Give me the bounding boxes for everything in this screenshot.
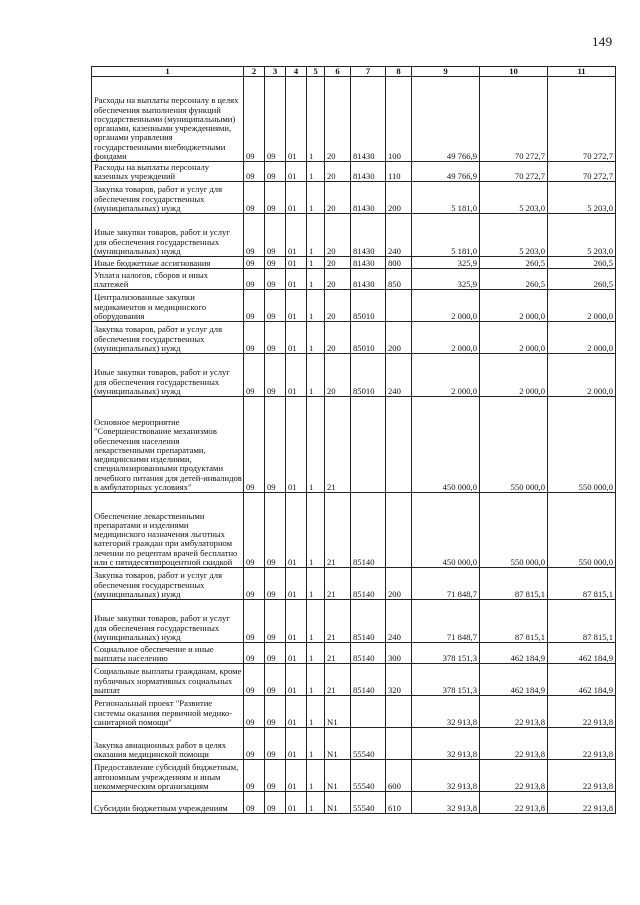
amount-cell: 32 913,8 <box>412 696 480 728</box>
code-cell: 20 <box>325 354 351 397</box>
row-name-cell: Уплата налогов, сборов и иных платежей <box>92 269 244 290</box>
code-cell: 81430 <box>351 182 386 214</box>
amount-cell: 87 815,1 <box>548 600 616 643</box>
code-cell: 09 <box>244 493 265 568</box>
code-cell: 1 <box>307 696 325 728</box>
amount-cell: 2 000,0 <box>548 290 616 322</box>
code-cell <box>351 397 386 493</box>
code-cell: 21 <box>325 397 351 493</box>
amount-cell: 450 000,0 <box>412 397 480 493</box>
amount-cell: 87 815,1 <box>480 568 548 600</box>
code-cell: 01 <box>286 664 307 696</box>
column-header: 10 <box>480 67 548 77</box>
code-cell: 1 <box>307 643 325 664</box>
row-name-cell: Иные закупки товаров, работ и услуг для обеспечения государственных (муниципальных) нужд <box>92 600 244 643</box>
code-cell: 1 <box>307 77 325 162</box>
code-cell: 1 <box>307 162 325 182</box>
header-row <box>92 67 616 77</box>
budget-table <box>91 66 616 814</box>
amount-cell: 462 184,9 <box>548 643 616 664</box>
code-cell: 200 <box>386 322 412 354</box>
code-cell: 09 <box>244 568 265 600</box>
code-cell: 100 <box>386 77 412 162</box>
table-row <box>92 792 616 814</box>
table-row <box>92 760 616 792</box>
amount-cell: 22 913,8 <box>480 760 548 792</box>
column-header: 8 <box>386 67 412 77</box>
code-cell: 09 <box>265 290 286 322</box>
table-row <box>92 493 616 568</box>
code-cell: 09 <box>244 322 265 354</box>
amount-cell: 260,5 <box>480 269 548 290</box>
row-name-cell: Иные закупки товаров, работ и услуг для обеспечения государственных (муниципальных) нужд <box>92 354 244 397</box>
code-cell: 09 <box>265 354 286 397</box>
amount-cell: 2 000,0 <box>480 290 548 322</box>
code-cell: 01 <box>286 397 307 493</box>
code-cell: 20 <box>325 162 351 182</box>
code-cell: N1 <box>325 792 351 814</box>
amount-cell: 462 184,9 <box>480 664 548 696</box>
code-cell <box>386 728 412 760</box>
row-name-cell: Обеспечение лекарственными препаратами и изделиями медицинского назначения льготных категорий граждан при амбулаторном лечении по рецептам врачей бесплатно или с пятидесятипроцентной скидкой <box>92 493 244 568</box>
code-cell: 1 <box>307 214 325 257</box>
code-cell: 1 <box>307 322 325 354</box>
row-name-cell: Региональный проект "Развитие системы оказания первичной медико-санитарной помощи" <box>92 696 244 728</box>
code-cell: 09 <box>244 760 265 792</box>
column-header: 7 <box>351 67 386 77</box>
amount-cell: 22 913,8 <box>548 760 616 792</box>
table-row <box>92 182 616 214</box>
amount-cell: 49 766,9 <box>412 162 480 182</box>
code-cell: 1 <box>307 728 325 760</box>
amount-cell: 22 913,8 <box>480 728 548 760</box>
code-cell: 1 <box>307 354 325 397</box>
row-name-cell: Закупка товаров, работ и услуг для обеспечения государственных (муниципальных) нужд <box>92 182 244 214</box>
code-cell: 320 <box>386 664 412 696</box>
table-row <box>92 728 616 760</box>
code-cell: N1 <box>325 728 351 760</box>
amount-cell: 87 815,1 <box>480 600 548 643</box>
code-cell: 01 <box>286 792 307 814</box>
table-row <box>92 696 616 728</box>
code-cell: 55540 <box>351 792 386 814</box>
row-name-cell: Субсидии бюджетным учреждениям <box>92 792 244 814</box>
amount-cell: 260,5 <box>548 269 616 290</box>
row-name-cell: Иные бюджетные ассигнования <box>92 257 244 269</box>
amount-cell: 550 000,0 <box>548 493 616 568</box>
code-cell: 20 <box>325 182 351 214</box>
code-cell: 09 <box>265 77 286 162</box>
amount-cell: 5 181,0 <box>412 182 480 214</box>
code-cell: 09 <box>265 322 286 354</box>
code-cell: 09 <box>244 792 265 814</box>
amount-cell: 450 000,0 <box>412 493 480 568</box>
column-header: 4 <box>286 67 307 77</box>
code-cell: 09 <box>265 600 286 643</box>
amount-cell: 5 203,0 <box>480 214 548 257</box>
amount-cell: 32 913,8 <box>412 792 480 814</box>
amount-cell: 260,5 <box>548 257 616 269</box>
amount-cell: 5 203,0 <box>548 214 616 257</box>
amount-cell: 378 151,3 <box>412 643 480 664</box>
code-cell: 1 <box>307 397 325 493</box>
code-cell: 09 <box>265 760 286 792</box>
amount-cell: 325,9 <box>412 269 480 290</box>
code-cell: 09 <box>244 728 265 760</box>
code-cell: 20 <box>325 77 351 162</box>
row-name-cell: Закупка товаров, работ и услуг для обеспечения государственных (муниципальных) нужд <box>92 568 244 600</box>
row-name-cell: Иные закупки товаров, работ и услуг для обеспечения государственных (муниципальных) нужд <box>92 214 244 257</box>
amount-cell: 71 848,7 <box>412 600 480 643</box>
code-cell: 09 <box>265 568 286 600</box>
code-cell: 09 <box>265 182 286 214</box>
amount-cell: 22 913,8 <box>548 728 616 760</box>
table-row <box>92 257 616 269</box>
amount-cell: 462 184,9 <box>548 664 616 696</box>
table-row <box>92 322 616 354</box>
amount-cell: 32 913,8 <box>412 728 480 760</box>
row-name-cell: Расходы на выплаты персоналу казенных учреждений <box>92 162 244 182</box>
page-number: 149 <box>592 34 613 49</box>
column-header: 1 <box>92 67 244 77</box>
code-cell: 1 <box>307 760 325 792</box>
amount-cell: 49 766,9 <box>412 77 480 162</box>
code-cell: 01 <box>286 493 307 568</box>
code-cell: 09 <box>265 162 286 182</box>
amount-cell: 22 913,8 <box>480 792 548 814</box>
code-cell: 21 <box>325 643 351 664</box>
code-cell: 09 <box>244 664 265 696</box>
amount-cell: 2 000,0 <box>412 322 480 354</box>
code-cell: 21 <box>325 568 351 600</box>
code-cell: 09 <box>265 397 286 493</box>
code-cell: 110 <box>386 162 412 182</box>
code-cell: 240 <box>386 214 412 257</box>
code-cell: 01 <box>286 214 307 257</box>
code-cell: 01 <box>286 600 307 643</box>
code-cell: 1 <box>307 493 325 568</box>
code-cell: 01 <box>286 322 307 354</box>
table-row <box>92 643 616 664</box>
code-cell <box>351 696 386 728</box>
code-cell: 09 <box>244 77 265 162</box>
table-row <box>92 568 616 600</box>
code-cell: 1 <box>307 290 325 322</box>
code-cell: 610 <box>386 792 412 814</box>
code-cell: 01 <box>286 162 307 182</box>
table-row <box>92 162 616 182</box>
code-cell: 01 <box>286 77 307 162</box>
code-cell: 300 <box>386 643 412 664</box>
column-header: 2 <box>244 67 265 77</box>
code-cell: 01 <box>286 643 307 664</box>
row-name-cell: Закупка товаров, работ и услуг для обеспечения государственных (муниципальных) нужд <box>92 322 244 354</box>
amount-cell: 550 000,0 <box>548 397 616 493</box>
table-row <box>92 290 616 322</box>
column-header: 9 <box>412 67 480 77</box>
code-cell: 81430 <box>351 257 386 269</box>
code-cell: 600 <box>386 760 412 792</box>
amount-cell: 2 000,0 <box>480 354 548 397</box>
code-cell: 20 <box>325 214 351 257</box>
code-cell: 850 <box>386 269 412 290</box>
code-cell: 09 <box>244 354 265 397</box>
row-name-cell: Расходы на выплаты персоналу в целях обеспечения выполнения функций государственными (муниципальными) органами, казенными учреждениями, органами управления государственными внебюджетными фондами <box>92 77 244 162</box>
code-cell: 01 <box>286 257 307 269</box>
amount-cell: 5 203,0 <box>548 182 616 214</box>
row-name-cell: Закупка авиационных работ в целях оказания медицинской помощи <box>92 728 244 760</box>
amount-cell: 462 184,9 <box>480 643 548 664</box>
code-cell: 09 <box>265 493 286 568</box>
code-cell: 240 <box>386 354 412 397</box>
table-row <box>92 397 616 493</box>
amount-cell: 2 000,0 <box>480 322 548 354</box>
amount-cell: 87 815,1 <box>548 568 616 600</box>
table-body <box>92 77 616 814</box>
code-cell: 01 <box>286 290 307 322</box>
code-cell: 21 <box>325 664 351 696</box>
code-cell: 200 <box>386 568 412 600</box>
code-cell: 20 <box>325 257 351 269</box>
column-header: 3 <box>265 67 286 77</box>
code-cell: 09 <box>265 257 286 269</box>
amount-cell: 325,9 <box>412 257 480 269</box>
table-row <box>92 214 616 257</box>
code-cell: 20 <box>325 290 351 322</box>
code-cell: 1 <box>307 664 325 696</box>
code-cell: 09 <box>244 696 265 728</box>
code-cell: 09 <box>265 269 286 290</box>
code-cell: 01 <box>286 182 307 214</box>
code-cell: 09 <box>244 162 265 182</box>
code-cell: 81430 <box>351 214 386 257</box>
code-cell: 09 <box>244 269 265 290</box>
code-cell: 09 <box>244 397 265 493</box>
code-cell: 85010 <box>351 322 386 354</box>
column-header: 5 <box>307 67 325 77</box>
code-cell: 85140 <box>351 600 386 643</box>
amount-cell: 2 000,0 <box>412 290 480 322</box>
table-row <box>92 600 616 643</box>
amount-cell: 70 272,7 <box>480 162 548 182</box>
code-cell: 01 <box>286 269 307 290</box>
code-cell: 21 <box>325 600 351 643</box>
amount-cell: 2 000,0 <box>548 322 616 354</box>
code-cell: 09 <box>265 792 286 814</box>
amount-cell: 70 272,7 <box>480 77 548 162</box>
row-name-cell: Социальные выплаты гражданам, кроме публичных нормативных социальных выплат <box>92 664 244 696</box>
amount-cell: 70 272,7 <box>548 162 616 182</box>
code-cell: 55540 <box>351 760 386 792</box>
code-cell: 85140 <box>351 643 386 664</box>
code-cell: 01 <box>286 760 307 792</box>
amount-cell: 378 151,3 <box>412 664 480 696</box>
code-cell: 81430 <box>351 162 386 182</box>
code-cell: 09 <box>265 696 286 728</box>
row-name-cell: Централизованные закупки медикаментов и медицинского оборудования <box>92 290 244 322</box>
code-cell: 200 <box>386 182 412 214</box>
code-cell: 55540 <box>351 728 386 760</box>
amount-cell: 70 272,7 <box>548 77 616 162</box>
code-cell: 1 <box>307 600 325 643</box>
code-cell: 09 <box>265 664 286 696</box>
code-cell: 09 <box>244 290 265 322</box>
code-cell: 09 <box>265 728 286 760</box>
code-cell: 1 <box>307 269 325 290</box>
amount-cell: 2 000,0 <box>548 354 616 397</box>
code-cell: 800 <box>386 257 412 269</box>
code-cell: 85140 <box>351 664 386 696</box>
code-cell: 85140 <box>351 568 386 600</box>
code-cell <box>386 493 412 568</box>
code-cell: 01 <box>286 568 307 600</box>
code-cell: N1 <box>325 696 351 728</box>
code-cell: 09 <box>265 643 286 664</box>
code-cell: 21 <box>325 493 351 568</box>
code-cell: 09 <box>244 214 265 257</box>
row-name-cell: Социальное обеспечение и иные выплаты населению <box>92 643 244 664</box>
amount-cell: 5 203,0 <box>480 182 548 214</box>
code-cell: 09 <box>244 600 265 643</box>
amount-cell: 260,5 <box>480 257 548 269</box>
amount-cell: 22 913,8 <box>548 792 616 814</box>
code-cell: 01 <box>286 354 307 397</box>
amount-cell: 22 913,8 <box>548 696 616 728</box>
table-row <box>92 269 616 290</box>
code-cell: 20 <box>325 269 351 290</box>
code-cell: 01 <box>286 696 307 728</box>
code-cell: 1 <box>307 568 325 600</box>
amount-cell: 71 848,7 <box>412 568 480 600</box>
code-cell: 85010 <box>351 290 386 322</box>
code-cell: 09 <box>244 643 265 664</box>
code-cell: 01 <box>286 728 307 760</box>
code-cell: 09 <box>244 257 265 269</box>
code-cell <box>386 397 412 493</box>
code-cell <box>386 696 412 728</box>
code-cell: 1 <box>307 257 325 269</box>
code-cell: 81430 <box>351 269 386 290</box>
table-row <box>92 354 616 397</box>
code-cell: 09 <box>265 214 286 257</box>
amount-cell: 22 913,8 <box>480 696 548 728</box>
amount-cell: 32 913,8 <box>412 760 480 792</box>
code-cell: 85140 <box>351 493 386 568</box>
code-cell: 81430 <box>351 77 386 162</box>
amount-cell: 550 000,0 <box>480 397 548 493</box>
column-header: 11 <box>548 67 616 77</box>
row-name-cell: Предоставление субсидий бюджетным, автономным учреждениям и иным некоммерческим организациям <box>92 760 244 792</box>
amount-cell: 5 181,0 <box>412 214 480 257</box>
column-header: 6 <box>325 67 351 77</box>
code-cell <box>386 290 412 322</box>
table-row <box>92 664 616 696</box>
code-cell: 1 <box>307 792 325 814</box>
code-cell: 240 <box>386 600 412 643</box>
row-name-cell: Основное мероприятие "Совершенствование механизмов обеспечения населения лекарственными препаратами, медицинскими изделиями, специализированными продуктами лечебного питания для детей-инвалидов в амбулаторных условиях" <box>92 397 244 493</box>
code-cell: N1 <box>325 760 351 792</box>
amount-cell: 2 000,0 <box>412 354 480 397</box>
code-cell: 09 <box>244 182 265 214</box>
code-cell: 85010 <box>351 354 386 397</box>
amount-cell: 550 000,0 <box>480 493 548 568</box>
table-row <box>92 77 616 162</box>
code-cell: 1 <box>307 182 325 214</box>
code-cell: 20 <box>325 322 351 354</box>
